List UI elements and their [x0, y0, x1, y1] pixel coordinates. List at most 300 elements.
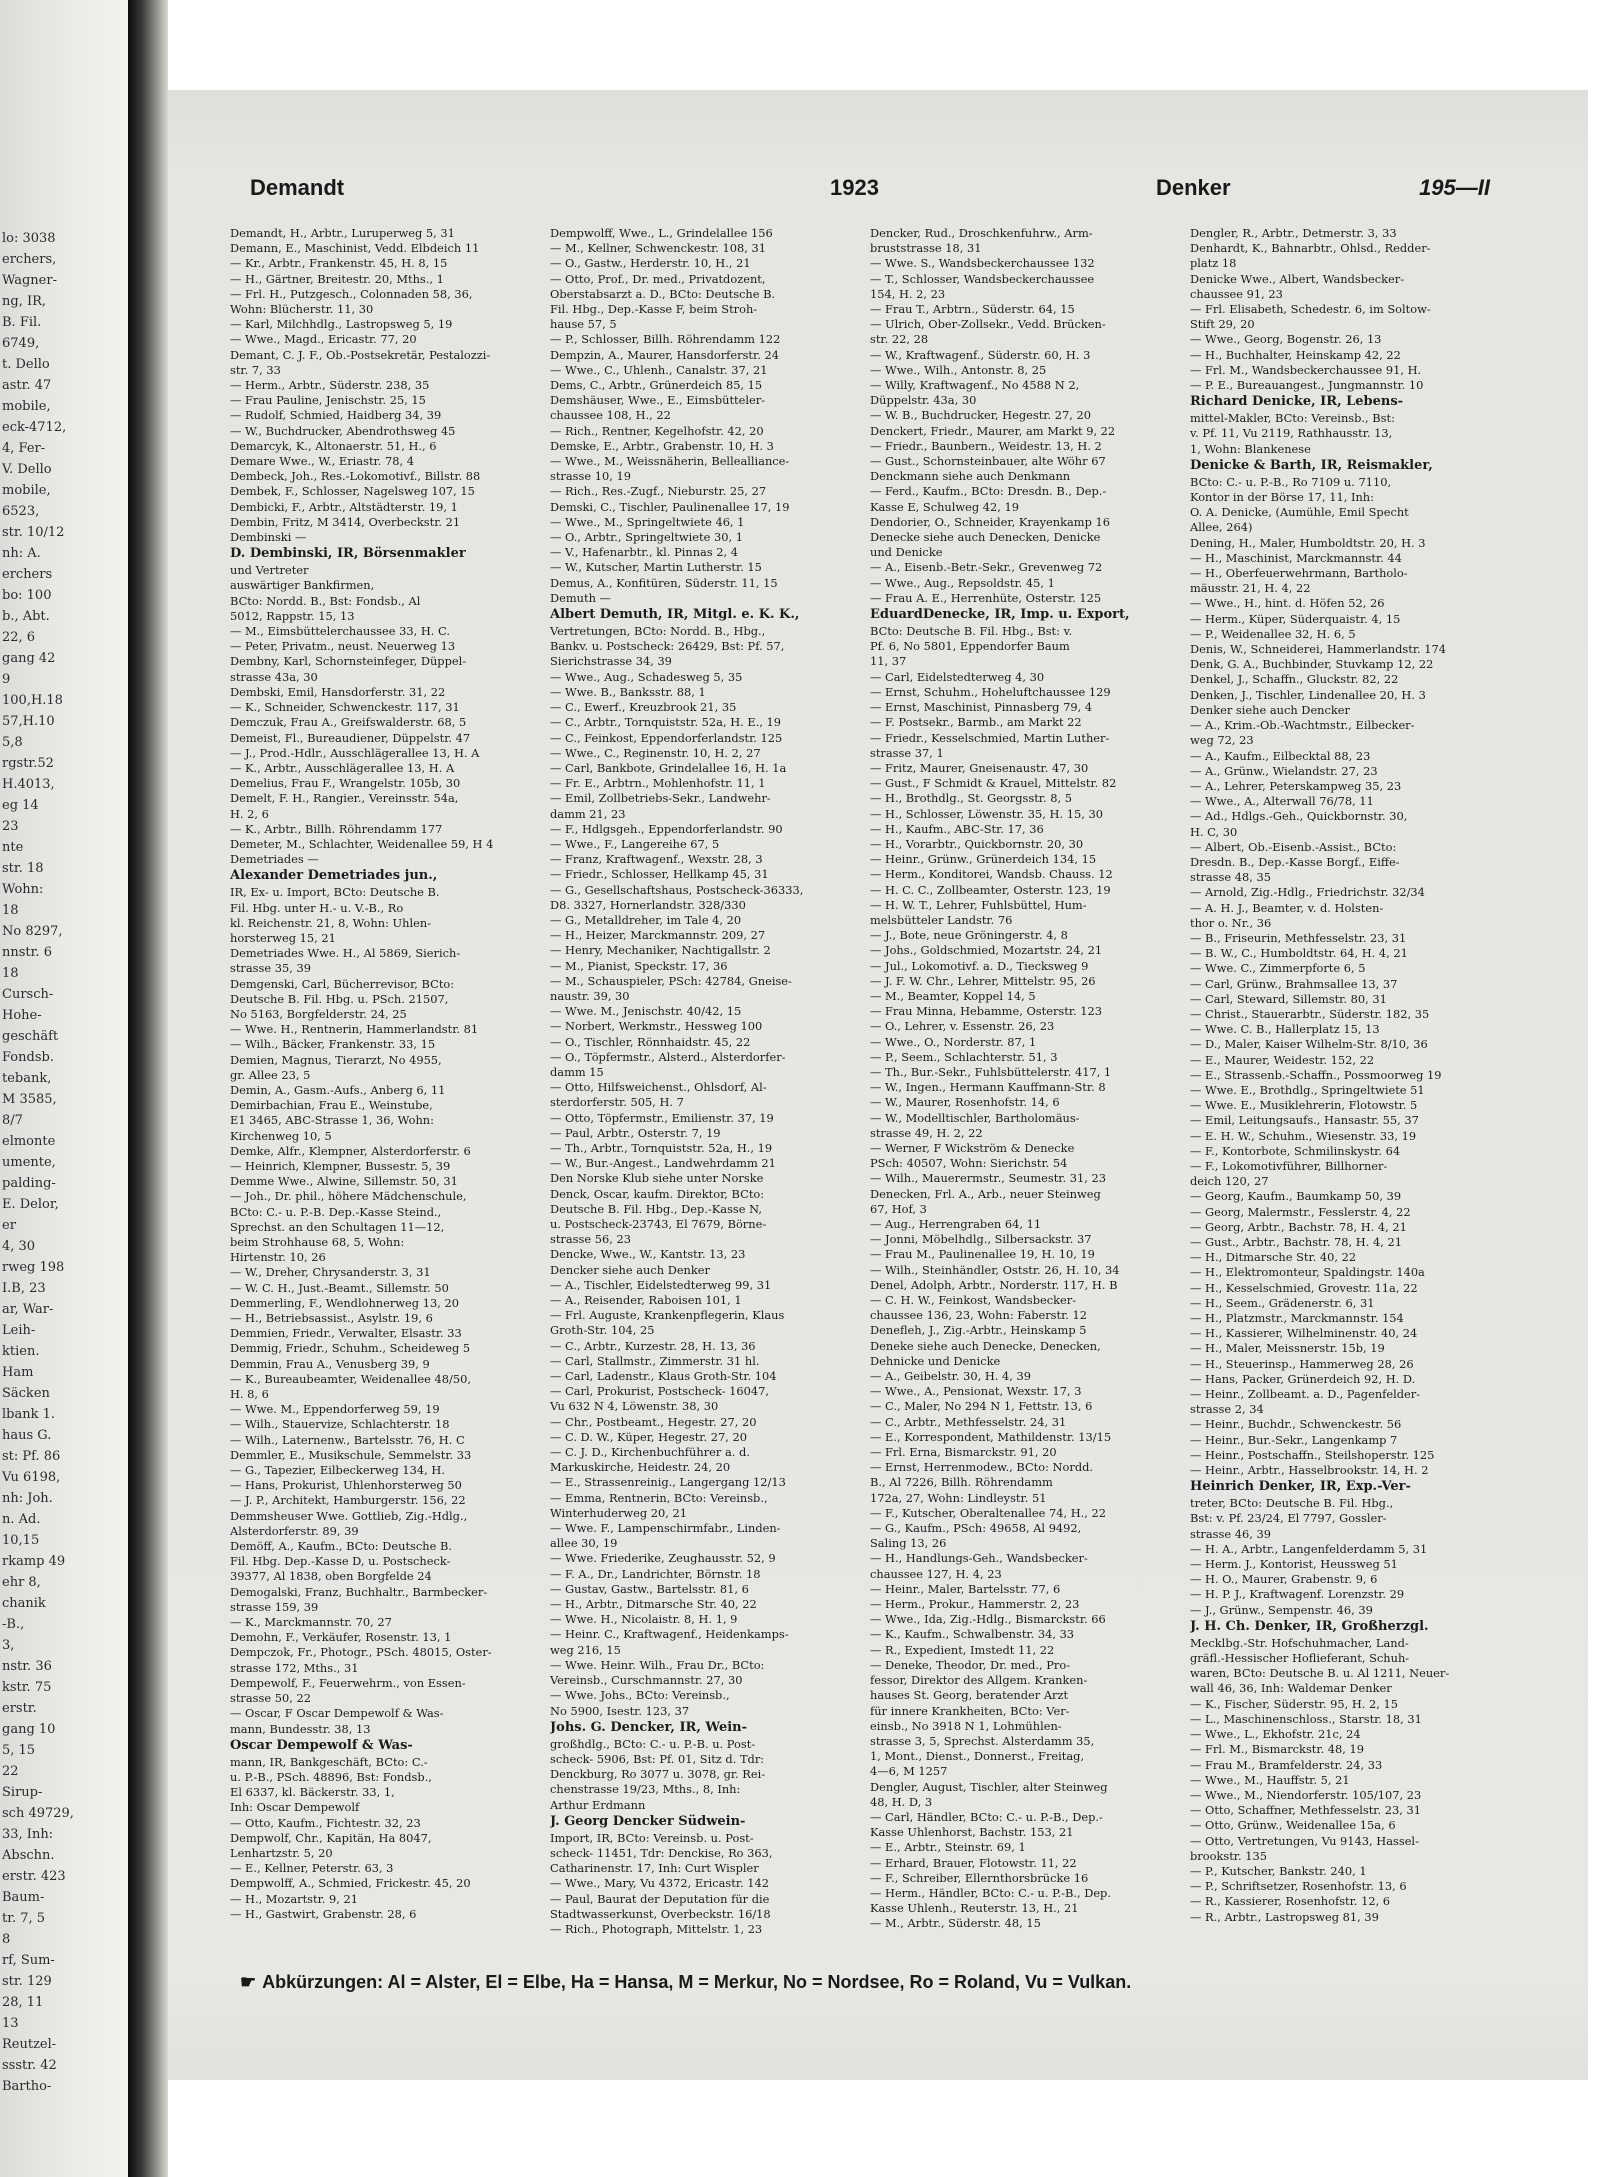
directory-entry: — Wwe., M., Springeltwiete 46, 1 — [550, 514, 745, 529]
directory-entry: Denis, W., Schneiderei, Hammerlandstr. 174 — [1190, 642, 1447, 657]
left-page-text: str. 18 — [2, 861, 44, 876]
left-page-text: Cursch- — [2, 987, 54, 1002]
directory-entry: — Frl. Erna, Bismarckstr. 91, 20 — [870, 1445, 1057, 1460]
directory-entry: Kasse Uhlenh., Reuterstr. 13, H., 21 — [870, 1901, 1079, 1916]
directory-entry: — Frl. M., Wandsbeckerchaussee 91, H. — [1190, 362, 1422, 377]
left-page-text: Sirup- — [2, 1785, 43, 1800]
directory-entry: großhdlg., BCto: C.- u. P.-B. u. Post- — [550, 1736, 756, 1751]
directory-entry: — Chr., Postbeamt., Hegestr. 27, 20 — [550, 1414, 757, 1429]
directory-entry: für innere Krankheiten, BCto: Ver- — [870, 1703, 1070, 1718]
directory-entry: — Willy, Kraftwagenf., No 4588 N 2, — [870, 378, 1080, 393]
directory-entry: — C., Arbtr., Tornquiststr. 52a, H. E., 19 — [550, 715, 782, 730]
directory-entry: — H., Seem., Grädenerstr. 6, 31 — [1190, 1295, 1375, 1310]
directory-entry: — A., Kaufm., Eilbecktal 88, 23 — [1190, 748, 1371, 763]
directory-entry: Denhardt, K., Bahnarbtr., Ohlsd., Redder- — [1190, 241, 1431, 256]
directory-entry: mann, IR, Bankgeschäft, BCto: C.- — [230, 1754, 428, 1769]
directory-entry: — Otto, Töpfermstr., Emilienstr. 37, 19 — [550, 1110, 774, 1125]
directory-entry: 1, Mont., Dienst., Donnerst., Freitag, — [870, 1749, 1085, 1764]
directory-entry: J. Georg Dencker Südwein- — [550, 1813, 746, 1829]
directory-entry: — Wilh., Stauervize, Schlachterstr. 18 — [230, 1417, 450, 1432]
left-page-text: erstr. 423 — [2, 1869, 66, 1884]
left-page-text: M 3585, — [2, 1092, 57, 1107]
directory-entry: — H., Oberfeuerwehrmann, Bartholo- — [1190, 566, 1408, 581]
directory-entry: Demski, C., Tischler, Paulinenallee 17, 19 — [550, 499, 790, 514]
directory-entry: BCto: Deutsche B. Fil. Hbg., Bst: v. — [870, 624, 1073, 639]
directory-entry: Demant, C. J. F., Ob.-Postsekretär, Pestalozzi- — [230, 347, 491, 362]
directory-entry: Stift 29, 20 — [1190, 317, 1255, 332]
directory-entry: H. C, 30 — [1190, 824, 1238, 839]
left-page-text: bo: 100 — [2, 588, 52, 603]
directory-entry: Demelius, Frau F., Wrangelstr. 105b, 30 — [230, 776, 461, 791]
directory-entry: — Erhard, Brauer, Flotowstr. 11, 22 — [870, 1855, 1077, 1870]
left-page-text: 6523, — [2, 504, 40, 519]
directory-entry: Denck, Oscar, kaufm. Direktor, BCto: — [550, 1186, 765, 1201]
directory-entry: — G., Gesellschaftshaus, Postscheck-36333, — [550, 882, 804, 897]
directory-entry: Demuth — — [550, 590, 611, 605]
left-page-text: 57,H.10 — [2, 714, 55, 729]
directory-entry: — H., Vorarbtr., Quickbornstr. 20, 30 — [870, 836, 1084, 851]
directory-entry: — A., Tischler, Eidelstedterweg 99, 31 — [550, 1277, 772, 1292]
directory-entry: — Wilh., Mauerermstr., Seumestr. 31, 23 — [870, 1171, 1106, 1186]
directory-entry: — C., Feinkost, Eppendorferlandstr. 125 — [550, 730, 783, 745]
directory-entry: 39377, Al 1838, oben Borgfelde 24 — [230, 1569, 432, 1584]
directory-entry: — Heinr., Maler, Bartelsstr. 77, 6 — [870, 1581, 1061, 1596]
directory-entry: — H. C. C., Zollbeamter, Osterstr. 123, 19 — [870, 882, 1111, 897]
directory-entry: — W., Ingen., Hermann Kauffmann-Str. 8 — [870, 1080, 1106, 1095]
directory-entry: — Franz, Kraftwagenf., Wexstr. 28, 3 — [550, 852, 763, 867]
directory-entry: — H., Maschinist, Marckmannstr. 44 — [1190, 550, 1402, 565]
left-page-text: ssstr. 42 — [2, 2058, 57, 2073]
left-page-text: Bartho- — [2, 2079, 52, 2094]
directory-entry: Dempewolf, F., Feuerwehrm., von Essen- — [230, 1675, 466, 1690]
directory-entry: — Otto, Schaffner, Methfesselstr. 23, 31 — [1190, 1803, 1421, 1818]
left-page-text: er — [2, 1218, 16, 1233]
directory-entry: — Wwe. M., Eppendorferweg 59, 19 — [230, 1402, 440, 1417]
left-page-text: b., Abt. — [2, 609, 50, 624]
directory-entry: — Rudolf, Schmied, Haidberg 34, 39 — [230, 408, 442, 423]
directory-entry: J. H. Ch. Denker, IR, Großherzgl. — [1190, 1618, 1429, 1634]
directory-entry: weg 216, 15 — [550, 1642, 621, 1657]
directory-entry: strasse 172, Mths., 31 — [230, 1660, 359, 1675]
directory-entry: — J. P., Architekt, Hamburgerstr. 156, 22 — [230, 1493, 466, 1508]
directory-entry: Wohn: Blücherstr. 11, 30 — [230, 302, 374, 317]
directory-entry: Demien, Magnus, Tierarzt, No 4955, — [230, 1052, 442, 1067]
directory-entry: — Wwe. C. B., Hallerplatz 15, 13 — [1190, 1022, 1380, 1037]
directory-entry: kl. Reichenstr. 21, 8, Wohn: Uhlen- — [230, 915, 432, 930]
directory-entry: — Wwe., H., hint. d. Höfen 52, 26 — [1190, 596, 1385, 611]
directory-entry: Vereinsb., Curschmannstr. 27, 30 — [550, 1673, 743, 1688]
directory-entry: — P., Kutscher, Bankstr. 240, 1 — [1190, 1863, 1367, 1878]
directory-entry: — J., Prod.-Hdlr., Ausschlägerallee 13, H. A — [230, 745, 480, 760]
directory-entry: Demke, Alfr., Klempner, Alsterdorferstr. 6 — [230, 1143, 471, 1158]
directory-entry: Dencker siehe auch Denker — [550, 1262, 710, 1277]
directory-entry: — Carl, Händler, BCto: C.- u. P.-B., Dep.- — [870, 1809, 1103, 1824]
directory-entry: mann, Bundesstr. 38, 13 — [230, 1721, 371, 1736]
directory-entry: gr. Allee 23, 5 — [230, 1067, 311, 1082]
directory-entry: Denecke siehe auch Denecken, Denicke — [870, 530, 1101, 545]
directory-entry: — Werner, F Wickström & Denecke — [870, 1140, 1075, 1155]
left-page-text: I.B, 23 — [2, 1281, 46, 1296]
directory-entry: — H., Kassierer, Wilhelminenstr. 40, 24 — [1190, 1326, 1418, 1341]
left-page-text: Fondsb. — [2, 1050, 54, 1065]
directory-entry: — Gust., Arbtr., Bachstr. 78, H. 4, 21 — [1190, 1235, 1402, 1249]
directory-entry: — E., Strassenb.-Schaffn., Possmoorweg 19 — [1190, 1067, 1442, 1082]
left-page-text: ehr 8, — [2, 1575, 41, 1590]
directory-entry: strasse 10, 19 — [550, 469, 631, 484]
directory-entry: — W. B., Buchdrucker, Hegestr. 27, 20 — [870, 408, 1091, 423]
directory-entry: — W., Maurer, Rosenhofstr. 14, 6 — [870, 1095, 1060, 1110]
header-year: 1923 — [830, 175, 879, 200]
directory-entry: str. 22, 28 — [870, 332, 929, 347]
directory-entry: — Ernst, Maschinist, Pinnasberg 79, 4 — [870, 700, 1093, 715]
pointing-hand-icon: ☛ — [240, 1972, 257, 1992]
left-page-text: 8/7 — [2, 1113, 23, 1128]
directory-entry: — H. P. J., Kraftwagenf. Lorenzstr. 29 — [1190, 1587, 1405, 1602]
directory-entry: — G., Kaufm., PSch: 49658, Al 9492, — [870, 1521, 1082, 1536]
left-page-text: Wohn: — [2, 882, 44, 897]
directory-entry: Denken, J., Tischler, Lindenallee 20, H. 3 — [1190, 687, 1426, 702]
directory-entry: — Wwe. E., Musiklehrerin, Flotowstr. 5 — [1190, 1098, 1418, 1113]
left-page-text: n. Ad. — [2, 1512, 41, 1527]
directory-entry: — Carl, Steward, Sillemstr. 80, 31 — [1190, 991, 1387, 1006]
directory-entry: Demmien, Friedr., Verwalter, Elsastr. 33 — [230, 1326, 462, 1341]
directory-entry: — C., Arbtr., Kurzestr. 28, H. 13, 36 — [550, 1338, 756, 1353]
directory-entry: strasse 48, 35 — [1190, 870, 1271, 885]
directory-entry: auswärtiger Bankfirmen, — [230, 578, 375, 593]
directory-entry: allee 30, 19 — [550, 1536, 618, 1551]
directory-entry: strasse 37, 1 — [870, 745, 944, 760]
directory-entry: — H., Kaufm., ABC-Str. 17, 36 — [870, 821, 1044, 836]
directory-entry: Demeter, M., Schlachter, Weidenallee 59, H 4 — [230, 836, 494, 851]
directory-entry: Demogalski, Franz, Buchhaltr., Barmbecker- — [230, 1584, 488, 1599]
directory-entry: — H. W. T., Lehrer, Fuhlsbüttel, Hum- — [870, 897, 1087, 912]
directory-entry: — Gustav, Gastw., Bartelsstr. 81, 6 — [550, 1581, 749, 1596]
directory-entry: — B., Friseurin, Methfesselstr. 23, 31 — [1190, 930, 1407, 945]
directory-entry: — H., Steuerinsp., Hammerweg 28, 26 — [1190, 1356, 1414, 1371]
directory-entry: Saling 13, 26 — [870, 1536, 947, 1551]
directory-entry: — K., Arbtr., Ausschlägerallee 13, H. A — [230, 760, 455, 775]
directory-entry: strasse 43a, 30 — [230, 669, 318, 684]
directory-entry: Bst: v. Pf. 23/24, El 7797, Gossler- — [1190, 1511, 1387, 1526]
directory-entry: — E., Korrespondent, Mathildenstr. 13/15 — [870, 1429, 1112, 1444]
directory-entry: Düppelstr. 43a, 30 — [870, 393, 977, 408]
directory-entry: — A., Krim.-Ob.-Wachtmstr., Eilbecker- — [1190, 718, 1415, 733]
directory-entry: Kasse Uhlenhorst, Bachstr. 153, 21 — [870, 1825, 1074, 1840]
left-page-text: ar, War- — [2, 1302, 54, 1317]
directory-entry: — E., Kellner, Peterstr. 63, 3 — [230, 1861, 394, 1876]
left-page-text: -B., — [2, 1617, 25, 1632]
directory-entry: — K., Schneider, Schwenckestr. 117, 31 — [230, 700, 460, 715]
directory-entry: El 6337, kl. Bäckerstr. 33, 1, — [230, 1785, 395, 1800]
directory-entry: — Peter, Privatm., neust. Neuerweg 13 — [230, 639, 456, 654]
directory-entry: Demmig, Friedr., Schuhm., Scheideweg 5 — [230, 1341, 471, 1356]
directory-entry: — W., Dreher, Chrysanderstr. 3, 31 — [230, 1265, 431, 1280]
directory-entry: chenstrasse 19/23, Mths., 8, Inh: — [550, 1782, 741, 1797]
directory-entry: weg 72, 23 — [1190, 733, 1254, 748]
left-page-text: 28, 11 — [2, 1995, 44, 2010]
page-number: 195—II — [1419, 175, 1490, 200]
directory-entry: Demare Wwe., W., Eriastr. 78, 4 — [230, 454, 414, 469]
directory-entry: Dempwolff, A., Schmied, Frickestr. 45, 20 — [230, 1876, 471, 1891]
directory-entry: — Ulrich, Ober-Zollsekr., Vedd. Brücken- — [870, 317, 1106, 332]
directory-entry: — Heinr., Bur.-Sekr., Langenkamp 7 — [1190, 1432, 1398, 1447]
directory-entry: Dembny, Karl, Schornsteinfeger, Düppel- — [230, 654, 467, 669]
directory-entry: BCto: C.- u. P.-B., Ro 7109 u. 7110, — [1190, 474, 1392, 489]
directory-entry: Heinrich Denker, IR, Exp.-Ver- — [1190, 1479, 1411, 1495]
directory-entry: Dencker, Rud., Droschkenfuhrw., Arm- — [870, 226, 1093, 240]
directory-entry: — Otto, Grünw., Weidenallee 15a, 6 — [1190, 1818, 1396, 1833]
directory-entry: — Herm., Küper, Süderquaistr. 4, 15 — [1190, 611, 1401, 626]
directory-entry: — M., Eimsbüttelerchaussee 33, H. C. — [230, 624, 450, 639]
directory-entry: — P., Schlosser, Billh. Röhrendamm 122 — [550, 332, 781, 347]
directory-entry: — C., Ewerf., Kreuzbrook 21, 35 — [550, 700, 737, 715]
directory-entry: Dehnicke und Denicke — [870, 1353, 1001, 1368]
directory-entry: Johs. G. Dencker, IR, Wein- — [550, 1719, 748, 1735]
directory-entry: strasse 56, 23 — [550, 1232, 631, 1247]
left-page-text: 22, 6 — [2, 630, 36, 645]
directory-entry: — E. H. W., Schuhm., Wiesenstr. 33, 19 — [1190, 1128, 1417, 1143]
directory-entry: — Georg, Arbtr., Bachstr. 78, H. 4, 21 — [1190, 1219, 1407, 1234]
left-page-text: 4, Fer- — [2, 441, 46, 456]
left-page-text: rgstr.52 — [2, 756, 54, 771]
directory-entry: Demin, A., Gasm.-Aufs., Anberg 6, 11 — [230, 1082, 446, 1097]
left-page-text: erchers, — [2, 252, 57, 267]
directory-entry: — W. C. H., Just.-Beamt., Sillemstr. 50 — [230, 1280, 449, 1295]
directory-entry: — R., Arbtr., Lastropsweg 81, 39 — [1190, 1909, 1379, 1924]
directory-entry: — A., Eisenb.-Betr.-Sekr., Grevenweg 72 — [870, 560, 1103, 575]
directory-entry: — Wwe. C., Zimmerpforte 6, 5 — [1190, 961, 1366, 976]
directory-entry: — Emil, Zollbetriebs-Sekr., Landwehr- — [550, 791, 771, 806]
directory-entry: strasse 2, 34 — [1190, 1402, 1264, 1417]
directory-entry: waren, BCto: Deutsche B. u. Al 1211, Neuer- — [1190, 1666, 1450, 1681]
directory-entry: 48, H. D, 3 — [870, 1794, 933, 1809]
directory-entry: — J., Grünw., Sempenstr. 46, 39 — [1190, 1602, 1373, 1617]
directory-entry: — P. E., Bureauangest., Jungmannstr. 10 — [1190, 378, 1424, 393]
directory-entry: melsbütteler Landstr. 76 — [870, 912, 1013, 927]
directory-entry: v. Pf. 11, Vu 2119, Rathhausstr. 13, — [1190, 426, 1393, 441]
directory-column-1 — [230, 226, 540, 1948]
directory-entry: — O., Tischler, Rönnhaidstr. 45, 22 — [550, 1034, 751, 1049]
directory-entry: — Emma, Rentnerin, BCto: Vereinsb., — [550, 1490, 768, 1505]
directory-entry: und Vertreter — [230, 563, 309, 578]
directory-entry: — Wwe., M., Weissnäherin, Bellealliance- — [550, 454, 790, 469]
directory-entry: damm 15 — [550, 1064, 604, 1079]
directory-entry: B., Al 7226, Billh. Röhrendamm — [870, 1475, 1053, 1490]
directory-entry: — Herm., Konditorei, Wandsb. Chauss. 12 — [870, 867, 1113, 882]
directory-entry: — A., Grünw., Wielandstr. 27, 23 — [1190, 763, 1378, 778]
directory-entry: — Ferd., Kaufm., BCto: Dresdn. B., Dep.- — [870, 484, 1107, 499]
directory-entry: — D., Maler, Kaiser Wilhelm-Str. 8/10, 36 — [1190, 1037, 1428, 1052]
directory-entry: E1 3465, ABC-Strasse 1, 36, Wohn: — [230, 1113, 434, 1128]
directory-entry: gräfl.-Hessischer Hoflieferant, Schuh- — [1190, 1651, 1410, 1666]
directory-entry: — Wwe., C., Uhlenh., Canalstr. 37, 21 — [550, 362, 768, 377]
directory-entry: — F., Kutscher, Oberaltenallee 74, H., 22 — [870, 1505, 1107, 1520]
directory-entry: Groth-Str. 104, 25 — [550, 1323, 655, 1338]
directory-entry: — Frl. M., Bismarckstr. 48, 19 — [1190, 1742, 1365, 1757]
directory-entry: — Wwe., F., Langereihe 67, 5 — [550, 836, 720, 851]
directory-entry: Demshäuser, Wwe., E., Eimsbütteler- — [550, 393, 766, 408]
directory-entry: horsterweg 15, 21 — [230, 930, 336, 945]
directory-entry: — Arnold, Zig.-Hdlg., Friedrichstr. 32/34 — [1190, 885, 1425, 900]
directory-entry: thor o. Nr., 36 — [1190, 915, 1272, 930]
left-page-text: st: Pf. 86 — [2, 1449, 61, 1464]
left-page-text: kstr. 75 — [2, 1680, 52, 1695]
left-page-text: rweg 198 — [2, 1260, 65, 1275]
directory-entry: — H., Maler, Meissnerstr. 15b, 19 — [1190, 1341, 1385, 1356]
left-page-text: palding- — [2, 1176, 56, 1191]
directory-entry: — Carl, Prokurist, Postscheck- 16047, — [550, 1384, 769, 1399]
directory-entry: — M., Arbtr., Süderstr. 48, 15 — [870, 1916, 1041, 1931]
left-page-text: 100,H.18 — [2, 693, 63, 708]
left-page-text: 22 — [2, 1764, 19, 1779]
directory-entry: Denel, Adolph, Arbtr., Norderstr. 117, H. B — [870, 1277, 1118, 1292]
left-page-text: Reutzel- — [2, 2037, 57, 2052]
directory-entry: Dempwolf, Chr., Kapitän, Ha 8047, — [230, 1830, 432, 1845]
directory-entry: — Wwe., Aug., Schadesweg 5, 35 — [550, 669, 743, 684]
left-page-text: astr. 47 — [2, 378, 52, 393]
directory-entry: — Wwe., Wilh., Antonstr. 8, 25 — [870, 362, 1047, 377]
directory-entry: Demmsheuser Wwe. Gottlieb, Zig.-Hdlg., — [230, 1508, 468, 1523]
directory-entry: — Henry, Mechaniker, Nachtigallstr. 2 — [550, 943, 771, 958]
directory-entry: — Hans, Prokurist, Uhlenhorsterweg 50 — [230, 1478, 462, 1493]
directory-entry: — Rich., Photograph, Mittelstr. 1, 23 — [550, 1921, 763, 1936]
directory-entry: Dening, H., Maler, Humboldtstr. 20, H. 3 — [1190, 535, 1426, 550]
directory-entry: — K., Kaufm., Schwalbenstr. 34, 33 — [870, 1627, 1075, 1642]
left-page-text: No 8297, — [2, 924, 63, 939]
directory-entry: — A. H. J., Beamter, v. d. Holsten- — [1190, 900, 1384, 915]
directory-entry: — O., Arbtr., Springeltwiete 30, 1 — [550, 530, 743, 545]
directory-entry: Dendorier, O., Schneider, Krayenkamp 16 — [870, 514, 1111, 529]
left-page-text: Abschn. — [2, 1848, 55, 1863]
directory-entry: — C. D. W., Küper, Hegestr. 27, 20 — [550, 1429, 747, 1444]
directory-entry: strasse 3, 5, Sprechst. Alsterdamm 35, — [870, 1733, 1095, 1748]
directory-entry: Allee, 264) — [1190, 520, 1253, 535]
directory-entry: Denk, G. A., Buchbinder, Stuvkamp 12, 22 — [1190, 657, 1434, 672]
left-page-text: 18 — [2, 903, 19, 918]
directory-entry: — Friedr., Kesselschmied, Martin Luther- — [870, 730, 1110, 745]
left-page-text: lbank 1. — [2, 1407, 56, 1422]
left-page-text: ng, IR, — [2, 294, 47, 309]
directory-entry: — Carl, Stallmstr., Zimmerstr. 31 hl. — [550, 1353, 760, 1368]
directory-entry: — Herm., Prokur., Hammerstr. 2, 23 — [870, 1597, 1080, 1612]
directory-entry: und Denicke — [870, 545, 943, 560]
directory-entry: Dems, C., Arbtr., Grünerdeich 85, 15 — [550, 378, 763, 393]
directory-entry: — H., Buchhalter, Heinskamp 42, 22 — [1190, 347, 1401, 362]
directory-entry: u. Postscheck-23743, El 7679, Börne- — [550, 1217, 767, 1231]
directory-entry: Demetriades — — [230, 852, 319, 867]
directory-entry: — O., Lehrer, v. Essenstr. 26, 23 — [870, 1019, 1055, 1034]
directory-entry: IR, Ex- u. Import, BCto: Deutsche B. — [230, 885, 440, 900]
directory-entry: fessor, Direktor des Allgem. Kranken- — [870, 1673, 1088, 1688]
directory-column-3 — [870, 226, 1180, 1948]
directory-entry: D8. 3327, Hornerlandstr. 328/330 — [550, 897, 746, 912]
directory-entry: Winterhuderweg 20, 21 — [550, 1505, 688, 1520]
directory-entry: — G., Tapezier, Eilbeckerweg 134, H. — [230, 1463, 445, 1478]
left-page-text: mobile, — [2, 483, 51, 498]
directory-entry: — L., Maschinenschloss., Starstr. 18, 31 — [1190, 1711, 1422, 1726]
directory-entry: — Wwe., Georg, Bogenstr. 26, 13 — [1190, 332, 1382, 347]
directory-entry: — K., Bureaubeamter, Weidenallee 48/50, — [230, 1371, 471, 1386]
left-page-text: erchers — [2, 567, 53, 582]
left-page-text: Hohe- — [2, 1008, 42, 1023]
directory-entry: — K., Arbtr., Billh. Röhrendamm 177 — [230, 821, 443, 836]
directory-entry: Vu 632 N 4, Löwenstr. 38, 30 — [550, 1399, 719, 1414]
directory-entry: Dembinski — — [230, 530, 307, 545]
directory-entry: — H. A., Arbtr., Langenfelderdamm 5, 31 — [1190, 1541, 1428, 1556]
directory-entry: — W., Buchdrucker, Abendrothsweg 45 — [230, 423, 456, 438]
left-page-text: 6749, — [2, 336, 40, 351]
directory-entry: Demetriades Wwe. H., Al 5869, Sierich- — [230, 946, 461, 961]
directory-entry: — Wwe. H., Rentnerin, Hammerlandstr. 81 — [230, 1022, 479, 1037]
left-page-text: nh: A. — [2, 546, 41, 561]
directory-entry: — J., Bote, neue Gröningerstr. 4, 8 — [870, 928, 1068, 943]
directory-entry: Bankv. u. Postscheck: 26429, Bst: Pf. 57, — [550, 639, 785, 654]
directory-entry: — Frau A. E., Herrenhüte, Osterstr. 125 — [870, 590, 1102, 605]
directory-entry: — Wwe., Mary, Vu 4372, Ericastr. 142 — [550, 1876, 769, 1891]
directory-entry: — Herm. J., Kontorist, Heussweg 51 — [1190, 1557, 1398, 1572]
directory-entry: Kirchenweg 10, 5 — [230, 1128, 332, 1143]
directory-entry: — Wwe., A., Alterwall 76/78, 11 — [1190, 794, 1374, 809]
directory-entry: Catharinenstr. 17, Inh: Curt Wispler — [550, 1861, 759, 1876]
directory-entry: — H., Schlosser, Löwenstr. 35, H. 15, 30 — [870, 806, 1103, 821]
left-page-text: erstr. — [2, 1701, 37, 1716]
directory-entry: — Wwe., M., Niendorferstr. 105/107, 23 — [1190, 1787, 1422, 1802]
left-page-text: eg 14 — [2, 798, 39, 813]
directory-entry: — Heinr., Arbtr., Hasselbrookstr. 14, H. 2 — [1190, 1463, 1429, 1478]
directory-entry: Inh: Oscar Dempewolf — [230, 1800, 360, 1815]
directory-entry: — Th., Bur.-Sekr., Fuhlsbüttelerstr. 417, 1 — [870, 1064, 1112, 1079]
directory-entry: — R., Kassierer, Rosenhofstr. 12, 6 — [1190, 1894, 1391, 1909]
directory-entry: Dresdn. B., Dep.-Kasse Borgf., Eiffe- — [1190, 854, 1400, 869]
directory-entry: strasse 35, 39 — [230, 961, 311, 976]
directory-entry: — C., Arbtr., Methfesselstr. 24, 31 — [870, 1414, 1067, 1429]
directory-entry: Denicke & Barth, IR, Reismakler, — [1190, 457, 1433, 473]
directory-columns — [230, 226, 1500, 1948]
directory-entry: Dembicki, F., Arbtr., Altstädterstr. 19, 1 — [230, 499, 458, 514]
directory-entry: BCto: Nordd. B., Bst: Fondsb., Al — [230, 593, 421, 608]
directory-entry: No 5163, Borgfelderstr. 24, 25 — [230, 1006, 407, 1021]
directory-entry: — F., Schreiber, Ellernthorsbrücke 16 — [870, 1870, 1089, 1885]
directory-entry: — Carl, Grünw., Brahmsallee 13, 37 — [1190, 976, 1398, 991]
directory-entry: Alsterdorferstr. 89, 39 — [230, 1523, 359, 1538]
directory-entry: Mecklbg.-Str. Hofschuhmacher, Land- — [1190, 1635, 1409, 1650]
directory-entry: — E., Arbtr., Steinstr. 69, 1 — [870, 1840, 1026, 1855]
left-page-text: mobile, — [2, 399, 51, 414]
directory-entry: — Frl. H., Putzgesch., Colonnaden 58, 36, — [230, 286, 473, 301]
directory-entry: H. 8, 6 — [230, 1387, 269, 1402]
directory-entry: Dembeck, Joh., Res.-Lokomotivf., Billstr. 88 — [230, 469, 481, 484]
left-page-text: t. Dello — [2, 357, 50, 372]
directory-entry: — T., Schlosser, Wandsbeckerchaussee — [870, 271, 1095, 286]
directory-entry: chaussee 91, 23 — [1190, 286, 1283, 301]
directory-entry: — F. Postsekr., Barmb., am Markt 22 — [870, 715, 1082, 730]
left-page-text: 4, 30 — [2, 1239, 36, 1254]
directory-entry: — Otto, Kaufm., Fichtestr. 32, 23 — [230, 1815, 421, 1830]
directory-entry: — Gust., F Schmidt & Krauel, Mittelstr. 82 — [870, 776, 1117, 791]
directory-entry: Dencke, Wwe., W., Kantstr. 13, 23 — [550, 1247, 746, 1262]
directory-entry: Pf. 6, No 5801, Eppendorfer Baum — [870, 639, 1070, 654]
directory-entry: Demann, E., Maschinist, Vedd. Elbdeich 11 — [230, 241, 480, 256]
directory-entry: — H., Betriebsassist., Asylstr. 19, 6 — [230, 1311, 433, 1326]
directory-entry: Dempzin, A., Maurer, Hansdorferstr. 24 — [550, 347, 779, 362]
directory-entry: — Karl, Milchhdlg., Lastropsweg 5, 19 — [230, 317, 453, 332]
directory-entry: — Wwe. Friederike, Zeughausstr. 52, 9 — [550, 1551, 776, 1566]
directory-entry: Dempczok, Fr., Photogr., PSch. 48015, Oster- — [230, 1645, 492, 1660]
directory-entry: 11, 37 — [870, 654, 907, 669]
directory-entry: — H., Platzmstr., Marckmannstr. 154 — [1190, 1311, 1404, 1326]
directory-entry: EduardDenecke, IR, Imp. u. Export, — [870, 607, 1130, 623]
directory-entry: — Johs., Goldschmied, Mozartstr. 24, 21 — [870, 943, 1103, 958]
